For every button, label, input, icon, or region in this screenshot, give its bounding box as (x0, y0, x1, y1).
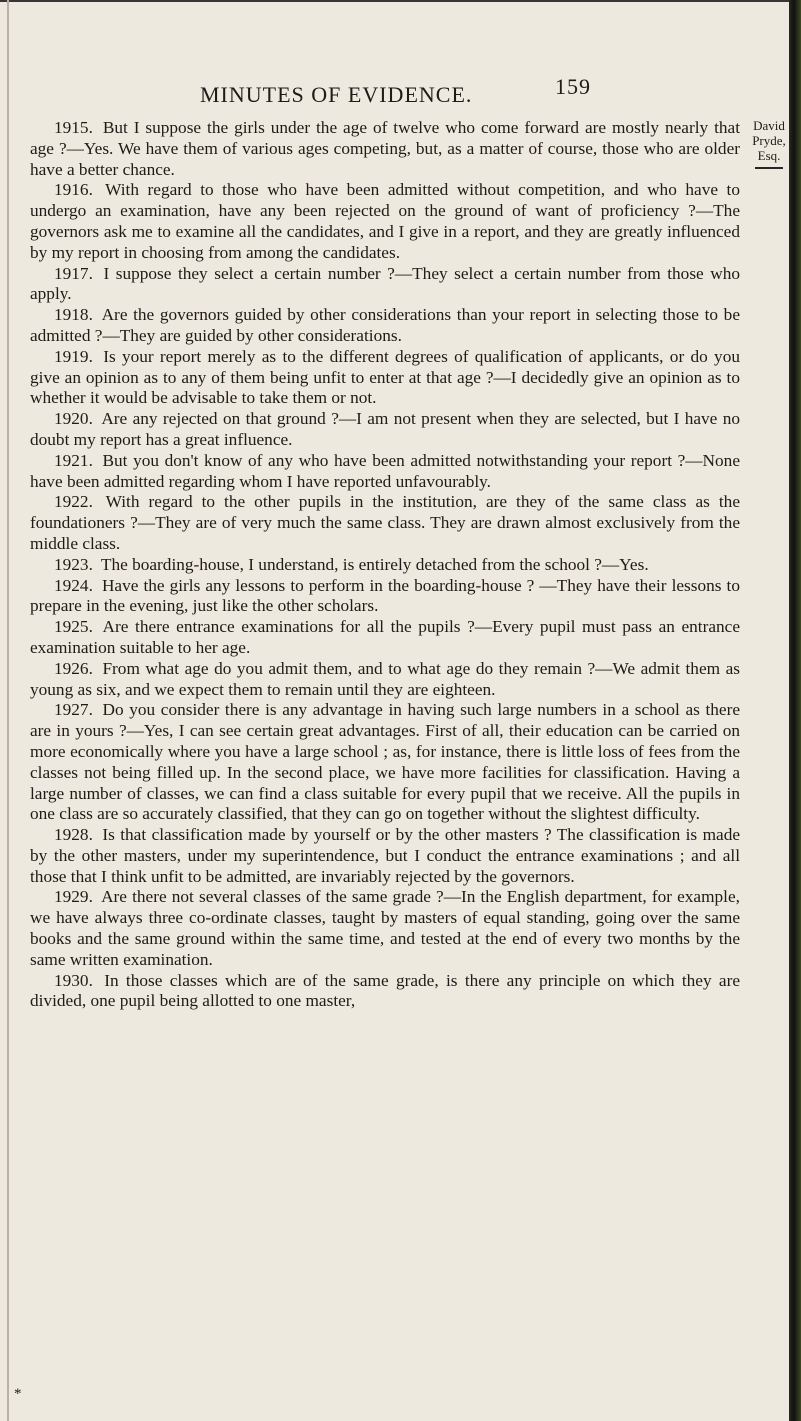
page-number: 159 (555, 74, 591, 99)
question-number: 1918. (54, 305, 93, 325)
paragraph (30, 118, 740, 180)
paragraph (30, 659, 740, 701)
paragraph-text: Have the girls any lessons to perform in the boarding-house ? —They have their lessons to prepare in the evening, just like the other scholars. (30, 575, 740, 616)
margin-note-rule (755, 167, 783, 169)
question-number: 1915. (54, 118, 93, 137)
paragraph-text: With regard to those who have been admitted without competition, and who have to undergo an examination, have any been rejected on the ground of want of proficiency ?—The governors ask me to examine all the candidates, and I give in a report, and they are greatly influenced by my report in choosing from among the candidates. (30, 180, 740, 262)
question-number: 1924. (54, 575, 93, 595)
witness-title: Esq. (757, 148, 781, 163)
paragraph-text: With regard to the other pupils in the institution, are they of the same class as the foundationers ?—They are of very much the same class. They are drawn almost exclusively from the middle class. (30, 492, 740, 553)
question-number: 1917. (54, 263, 93, 283)
question-number: 1916. (54, 180, 93, 200)
paragraph (30, 825, 740, 887)
paragraph (30, 451, 740, 493)
question-number: 1919. (54, 346, 93, 366)
question-number: 1920. (54, 409, 93, 429)
paragraph (30, 971, 740, 1013)
paragraph (30, 576, 740, 618)
page-edge (789, 0, 801, 1421)
page-title: MINUTES OF EVIDENCE. (200, 82, 473, 107)
paragraph (30, 180, 740, 263)
evidence-text (30, 118, 740, 1012)
paragraph-text: But you don't know of any who have been admitted notwithstanding your report ?—None have been admitted regarding whom I have reported unfavourably. (30, 450, 740, 491)
paragraph-text: Is your report merely as to the different degrees of qualification of applicants, or do you give an opinion as to any of them being unfit to enter at that age ?—I decidedly give an opinion as to whether it would be advisable to take them or not. (30, 346, 740, 408)
paragraph-text: Are there entrance examinations for all the pupils ?—Every pupil must pass an entrance examination suitable to her age. (30, 617, 740, 657)
paragraph-text: Are the governors guided by other considerations than your report in selecting those to be admitted ?—They are guided by other considerations. (30, 305, 740, 345)
paragraph-text: But I suppose the girls under the age of twelve who come forward are mostly nearly that age ?—Yes. We have them of various ages competing, but, as a matter of course, those who are older have a better chance. (30, 118, 740, 179)
paragraph (30, 264, 740, 306)
paragraph-text: The boarding-house, I understand, is entirely detached from the school ?—Yes. (100, 554, 649, 574)
top-border (0, 0, 801, 2)
question-number: 1923. (54, 554, 93, 574)
question-number: 1921. (54, 450, 93, 470)
question-number: 1922. (54, 492, 93, 512)
paragraph (30, 555, 740, 576)
paragraph (30, 887, 740, 970)
question-number: 1929. (54, 887, 93, 907)
question-number: 1928. (54, 825, 93, 845)
paragraph-text: Is that classification made by yourself or by the other masters ? The classification is made by the other masters, under my superintendence, but I conduct the entrance examinations ; and all those that I think unfit to be admitted, are invariably rejected by the governors. (30, 825, 741, 886)
footer-mark: * (14, 1386, 22, 1402)
margin-note (748, 118, 790, 169)
question-number: 1930. (54, 970, 93, 990)
paragraph (30, 409, 740, 451)
paragraph (30, 347, 740, 409)
question-number: 1927. (54, 700, 93, 720)
question-number: 1925. (54, 617, 93, 637)
paragraph-text: Are there not several classes of the same grade ?—In the English department, for example, we have always three co-ordinate classes, taught by masters of equal standing, going over the same books and the same ground within the same time, and tested at the end of every two months by the same written examination. (30, 887, 740, 969)
paragraph (30, 492, 740, 554)
gutter-line (7, 0, 9, 1421)
paragraph (30, 305, 740, 347)
paragraph (30, 700, 740, 825)
question-number: 1926. (54, 658, 93, 678)
paragraph-text: Do you consider there is any advantage in having such large numbers in a school as there are in yours ?—Yes, I can see certain great advantages. First of all, their education can be carried on more economically where you have a large school ; as, for instance, there is little loss of fees from the classes not being filled up. In the second place, we have more facilities for classification. Having a large number of classes, we can find a class suitable for every pupil that we receive. All the pupils in one class are so accurately classified, that they can go on together without the slightest difficulty. (30, 700, 741, 824)
paragraph-text: I suppose they select a certain number ?—They select a certain number from those who apply. (30, 263, 741, 304)
paragraph-text: From what age do you admit them, and to what age do they remain ?—We admit them as young as six, and we expect them to remain until they are eighteen. (30, 658, 740, 699)
paragraph-text: In those classes which are of the same grade, is there any principle on which they are divided, one pupil being allotted to one master, (30, 970, 740, 1011)
witness-name-first: David (753, 118, 785, 133)
witness-name-last: Pryde, (752, 133, 786, 148)
paragraph-text: Are any rejected on that ground ?—I am not present when they are selected, but I have no doubt my report has a great influence. (30, 409, 740, 449)
paragraph (30, 617, 740, 659)
